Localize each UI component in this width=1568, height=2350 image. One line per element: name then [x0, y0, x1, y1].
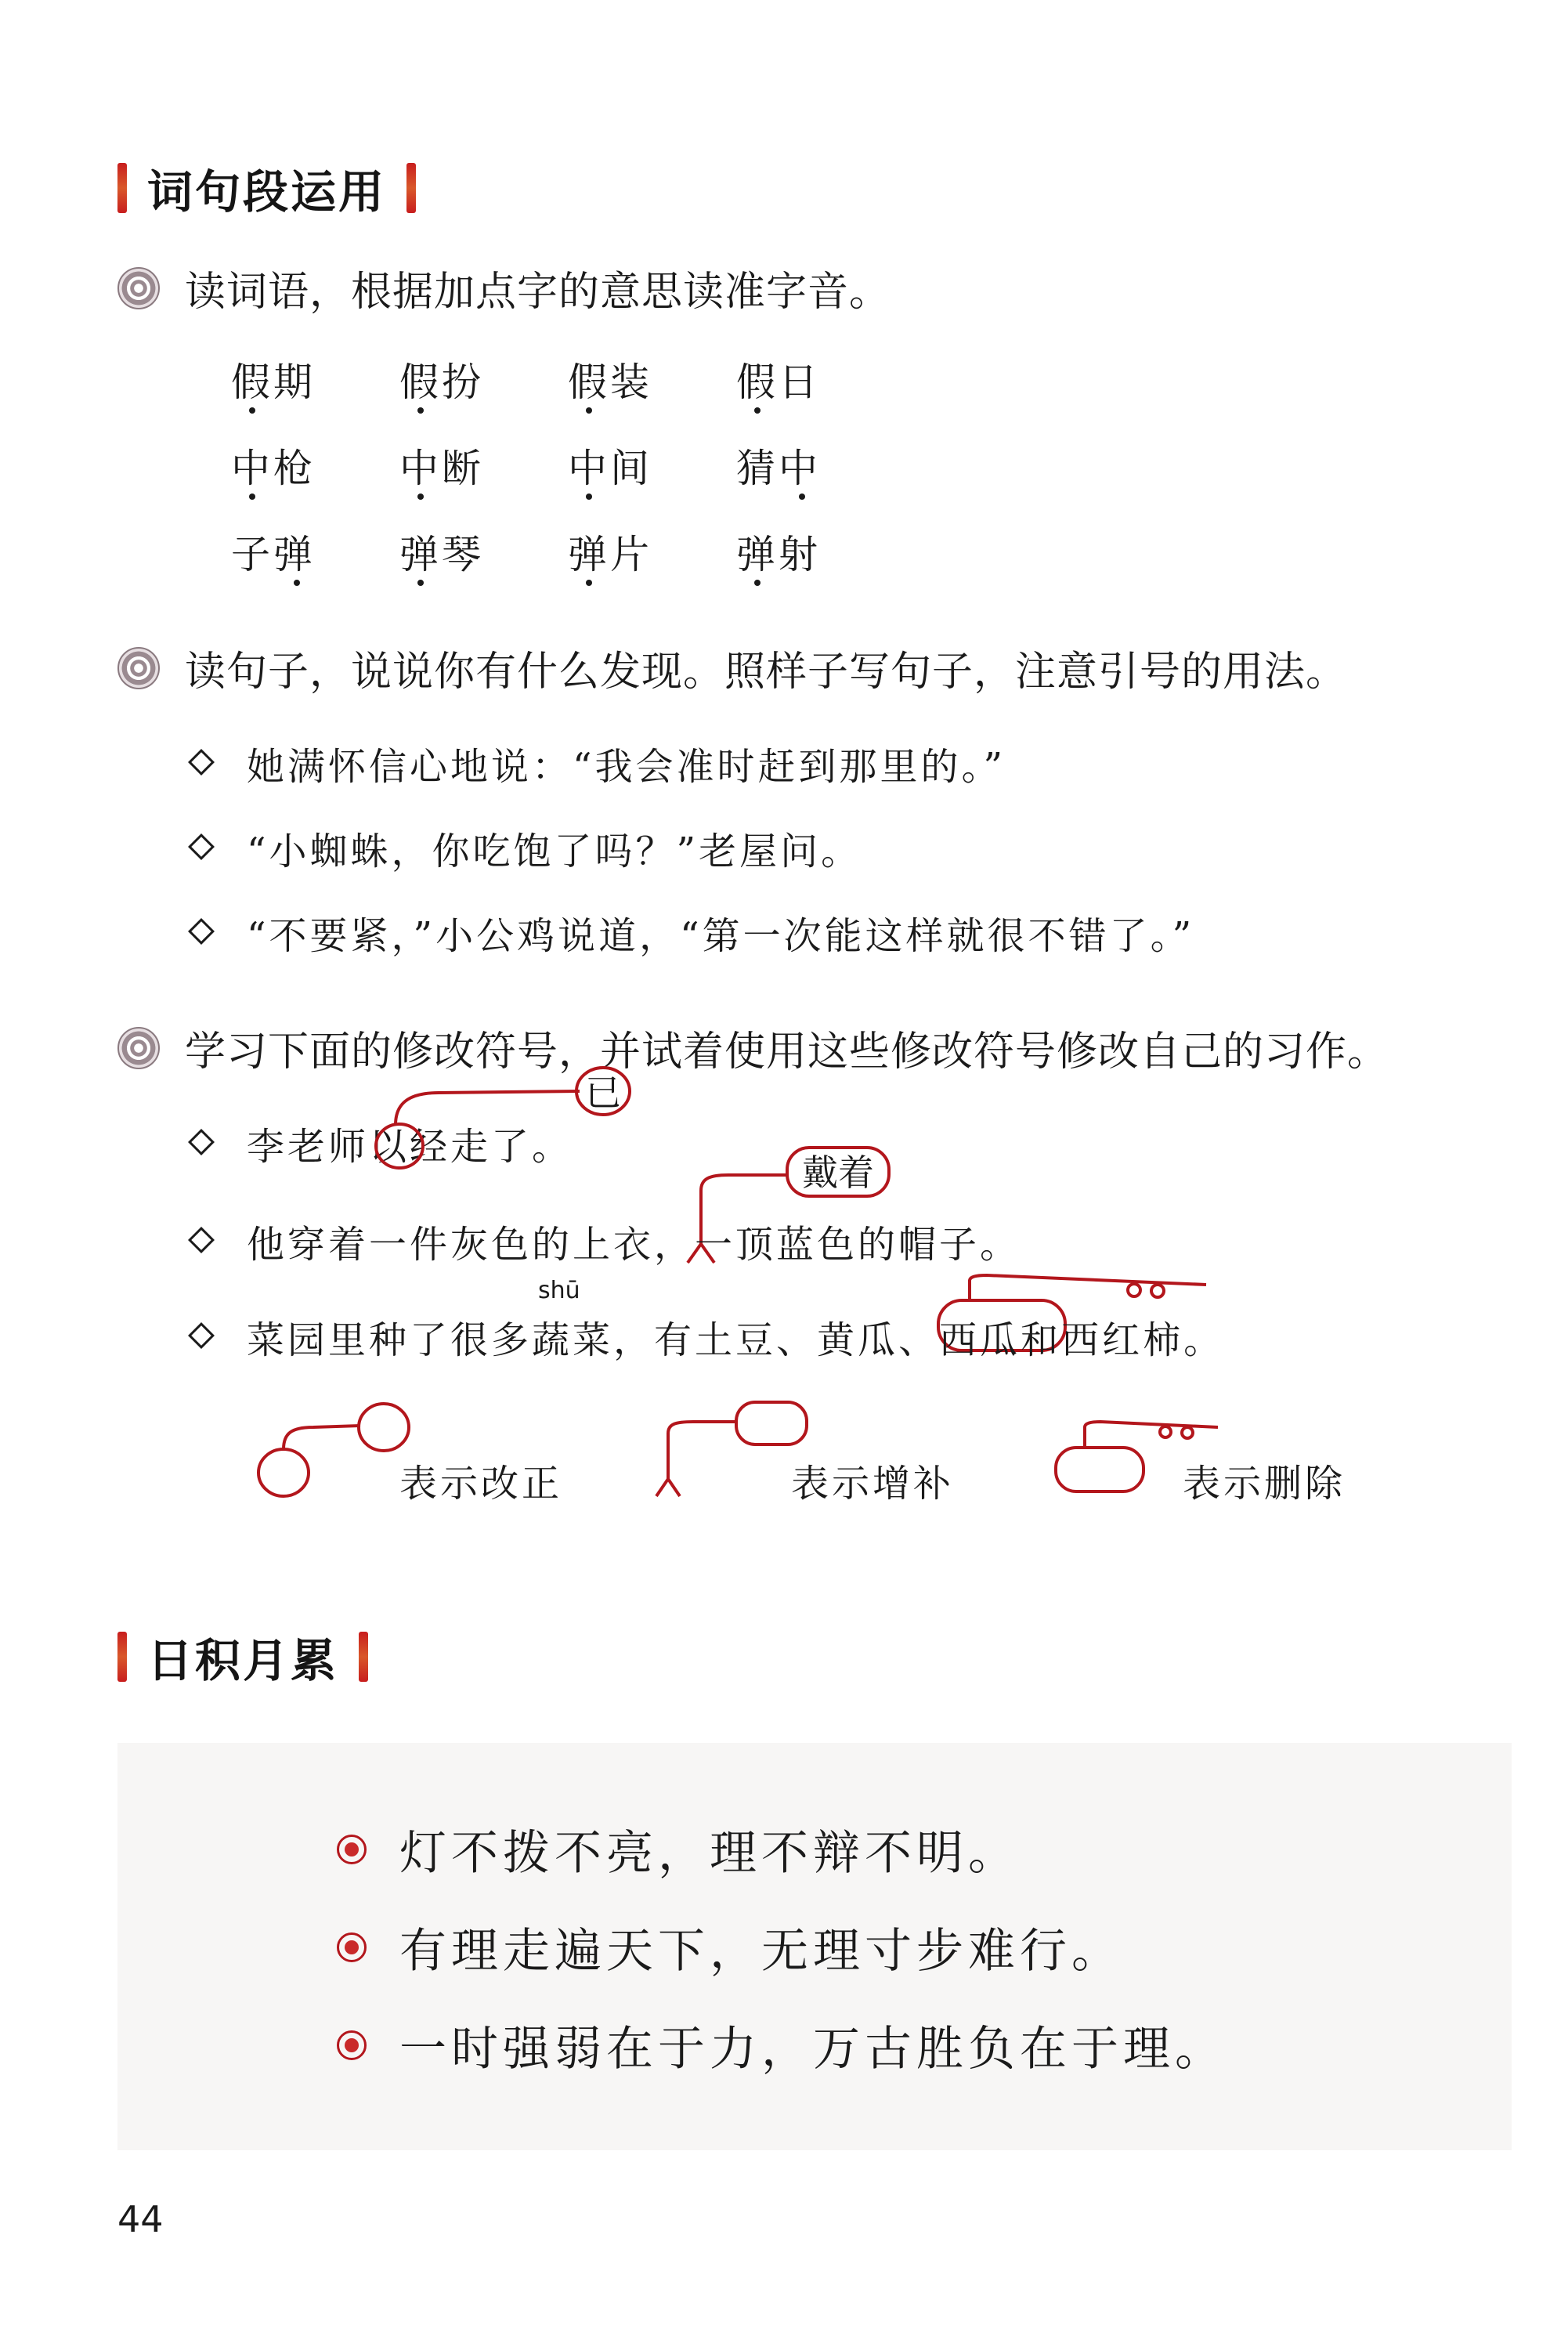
legend-label-insertion: 表示增补 [791, 1462, 955, 1506]
proverb-item [337, 1914, 1123, 1981]
proverb-item [337, 2012, 1227, 2079]
legend-label-deletion: 表示删除 [1183, 1462, 1346, 1506]
pinyin-label: shū [538, 1277, 580, 1304]
page-number: 44 [117, 2198, 164, 2240]
word-item: 弹片 [568, 532, 652, 577]
question-text: 读词语，根据加点字的意思读准字音。 [185, 269, 891, 316]
word-item: 中枪 [231, 446, 316, 491]
section-header-daily [117, 1625, 368, 1688]
word-item: 子弹 [231, 532, 316, 577]
edit-text: 经走了。 [410, 1125, 573, 1169]
word-item: 假装 [568, 360, 652, 405]
edit-text: 菜园里种了很多 [247, 1318, 533, 1362]
diamond-bullet-icon [188, 1227, 215, 1253]
edit-example-insertion [192, 1214, 1021, 1268]
word-item: 弹射 [736, 532, 821, 577]
proverb-text: 一时强弱在于力，万古胜负在于理。 [399, 2022, 1227, 2077]
legend-correction-mark-icon [258, 1404, 409, 1496]
edit-text: 李老师 [247, 1125, 370, 1169]
word-item: 弹琴 [399, 532, 484, 577]
legend-label-correction: 表示改正 [399, 1462, 563, 1506]
circle-bullet-icon [337, 2030, 367, 2060]
pinyin-char: 蔬 [532, 1318, 573, 1362]
proverb-text: 灯不拨不亮，理不辩不明。 [399, 1826, 1020, 1881]
circle-bullet-icon [337, 1835, 367, 1864]
edit-example-deletion [192, 1277, 1225, 1364]
section-bar-right [359, 1632, 368, 1682]
pinyin-annotated-char [532, 1277, 580, 1364]
circle-bullet-icon [337, 1932, 367, 1962]
legend-insertion-mark-icon [656, 1402, 807, 1496]
word-item: 中间 [568, 446, 652, 491]
edit-text: 他穿着一件灰色的上衣， [247, 1223, 695, 1267]
word-item: 假日 [736, 360, 821, 405]
section-title: 词句段运用 [147, 165, 387, 219]
insertion-text: 戴着 [802, 1152, 874, 1194]
proverb-item [337, 1816, 1020, 1883]
word-item: 假扮 [399, 360, 484, 405]
word-item: 假期 [231, 360, 316, 405]
edit-text: 一顶蓝色的帽子。 [695, 1223, 1021, 1267]
sentence-text: “不要紧，”小公鸡说道，“第一次能这样就很不错了。” [247, 914, 1195, 958]
circled-char: 以 [369, 1125, 410, 1169]
deleted-text: 、西瓜 [898, 1318, 1021, 1362]
edit-text: 菜，有土豆、黄瓜 [573, 1318, 899, 1362]
section-bar-left [117, 1632, 127, 1682]
word-item: 猜中 [736, 446, 821, 491]
section-title: 日积月累 [147, 1634, 339, 1687]
question-text: 学习下面的修改符号，并试着使用这些修改符号修改自己的习作。 [185, 1029, 1389, 1076]
word-item: 中断 [399, 446, 484, 491]
sentence-text: “小蜘蛛，你吃饱了吗？”老屋问。 [247, 830, 862, 873]
question-text: 读句子，说说你有什么发现。照样子写句子，注意引号的用法。 [185, 649, 1348, 696]
correction-char: 已 [585, 1072, 621, 1114]
sentence-text: 她满怀信心地说：“我会准时赶到那里的。” [247, 745, 1006, 789]
edit-text: 和西红柿。 [1021, 1318, 1225, 1362]
proverb-text: 有理走遍天下，无理寸步难行。 [399, 1924, 1123, 1979]
diamond-bullet-icon [188, 1322, 215, 1349]
